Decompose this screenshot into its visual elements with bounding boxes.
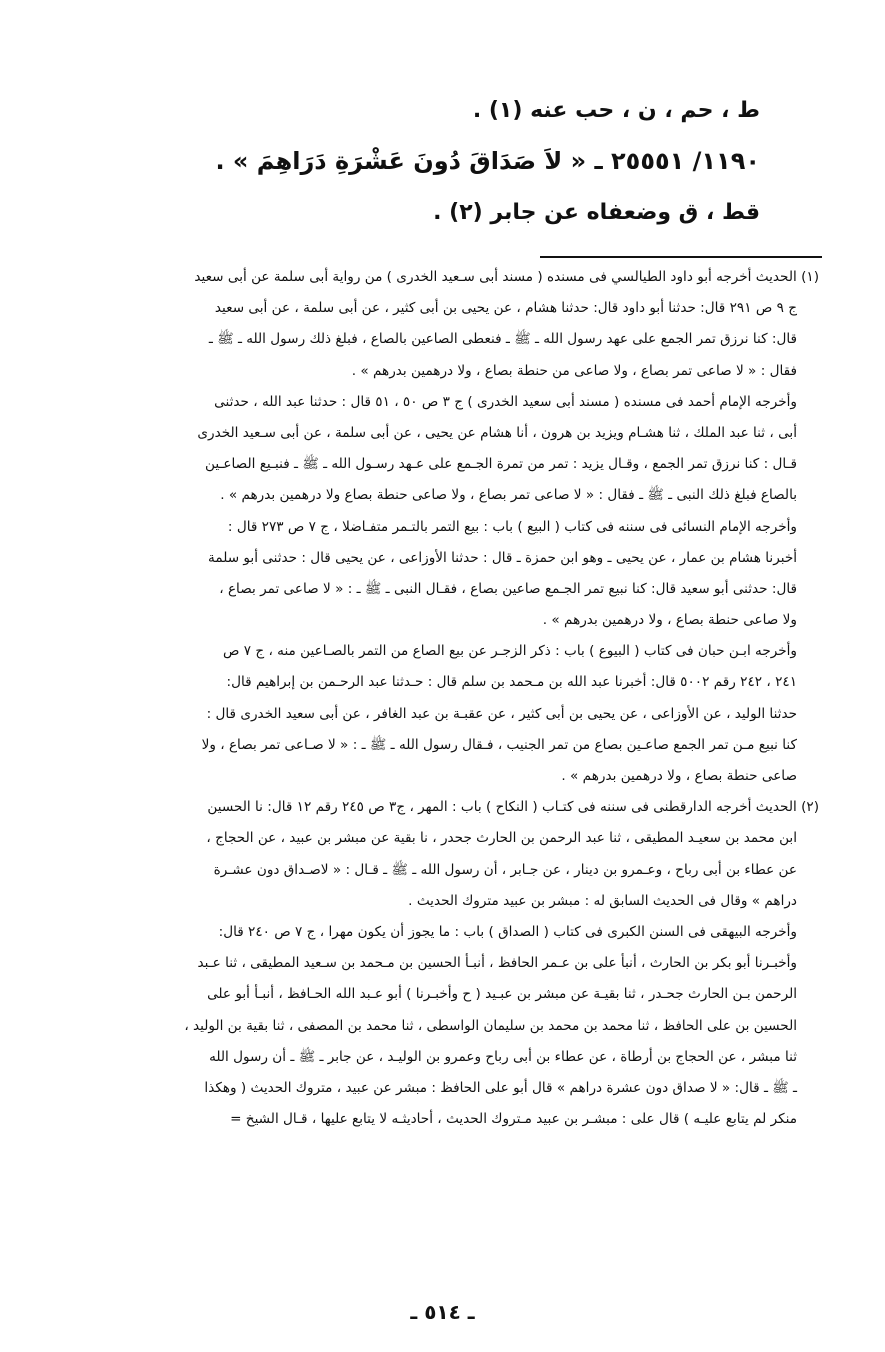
footnote-line: أخبرنا هشام بن عمار ، عن يحيى ـ وهو ابن حمزة ـ قال : حدثنا الأوزاعى ، عن يحيى قال : حدثنى أبو سلمة bbox=[208, 549, 797, 566]
main-line-attribution: قط ، ق وضعفاه عن جابر (٢) . bbox=[433, 200, 760, 225]
footnote-line: دراهم » وقال فى الحديث السابق له : مبشر بن عبيد متروك الحديث . bbox=[408, 892, 797, 909]
main-text-block bbox=[120, 96, 760, 126]
footnote-divider bbox=[540, 256, 822, 258]
footnote-line: وأخبـرنا أبو بكر بن الحارث ، أنبأ على بن عـمر الحافظ ، أنبـأ الحسين بن مـحمد بن سـعيد المطيقى ، ثنا عـبد bbox=[197, 955, 797, 972]
footnote-line: وأخرجه الإمام أحمد فى مسنده ( مسند أبى سعيد الخدرى ) ج ٣ ص ٥٠ ، ٥١ قال : حدثنا عبد الله ، حدثنى bbox=[214, 393, 797, 410]
footnote-line: ثنا مبشر ، عن الحجاج بن أرطاة ، عن عطاء بن أبى رباح وعمرو بن الوليـد ، عن جابر ـ ﷺ ـ أن رسول الله bbox=[209, 1048, 797, 1065]
footnote-line: ولا صاعى حنطة بصاع ، ولا درهمين بدرهم » . bbox=[542, 612, 797, 629]
footnote-line: منكر لم يتابع عليـه ) قال على : مبشـر بن عبيد مـتروك الحديث ، أحاديثـه لا يتابع عليها ، قـال الشيخ = bbox=[230, 1111, 797, 1128]
footnote-line: أبى ، ثنا عبد الملك ، ثنا هشـام ويزيد بن هرون ، أنا هشام عن يحيى ، عن أبى سلمة ، عن أبى سـعيد الخدرى bbox=[197, 424, 797, 441]
footnote-line: (٢) الحديث أخرجه الدارقطنى فى سننه فى كتـاب ( النكاح ) باب : المهر ، ج٣ ص ٢٤٥ رقم ١٢ قال: نا الحسين bbox=[207, 799, 819, 816]
footnote-line: ٢٤١ ، ٢٤٢ رقم ٥٠٠٢ قال: أخبرنا عبد الله بن مـحمد بن سلم قال : حـدثنا عبد الرحـمن بن إبراهيم قال: bbox=[226, 674, 797, 691]
footnote-line: ج ٩ ص ٢٩١ قال: حدثنا أبو داود قال: حدثنا هشام ، عن يحيى بن أبى كثير ، عن أبى سلمة ، عن أبى سعيد bbox=[214, 300, 797, 317]
footnote-line: (١) الحديث أخرجه أبو داود الطيالسي فى مسنده ( مسند أبى سـعيد الخدرى ) من رواية أبى سلمة عن أبى سعيد bbox=[194, 269, 819, 285]
main-text-block-attribution bbox=[120, 198, 760, 228]
footnote-line: وأخرجه الإمام النسائى فى سننه فى كتاب ( البيع ) باب : بيع التمر بالتـمر متفـاضلا ، ج ٧ ص ٢٧٣ قال : bbox=[227, 518, 797, 535]
footnote-line: حدثنا الوليد ، عن الأوزاعى ، عن يحيى بن أبى كثير ، عن عقبـة بن عبد الغافر ، عن أبى سعيد الخدرى قال : bbox=[206, 705, 797, 722]
footnote-line: قال: كنا نرزق تمر الجمع على عهد رسول الله ـ ﷺ ـ فنعطى الصاعين بالصاع ، فبلغ ذلك رسول الله ـ ﷺ ـ bbox=[208, 331, 797, 348]
footnotes-block bbox=[44, 262, 819, 1135]
main-text-block-hadith bbox=[120, 146, 760, 176]
footnote-line: ابن محمد بن سعيـد المطيقى ، ثنا عبد الرحمن بن الحارث جحدر ، نا بقية عن مبشر بن عبيد ، عن الحجاج ، bbox=[206, 830, 797, 847]
footnote-line: عن عطاء بن أبى رباح ، وعـمرو بن دينار ، عن جـابر ، أن رسول الله ـ ﷺ ـ قـال : « لاصـداق دون عشـرة bbox=[213, 861, 797, 878]
footnote-line: بالصاع فبلغ ذلك النبى ـ ﷺ ـ فقال : « لا صاعى تمر بصاع ، ولا صاعى حنطة بصاع ولا درهمين بدرهم » . bbox=[220, 487, 797, 504]
footnote-line: كنا نبيع مـن تمر الجمع صاعـين بصاع من تمر الجنيب ، فـقال رسول الله ـ ﷺ ـ : « لا صـاعى تمر بصاع ، ولا bbox=[201, 736, 797, 753]
footnote-line: وأخرجه ابـن حبان فى كتاب ( البيوع ) باب : ذكر الزجـر عن بيع الصاع من التمر بالصـاعين منه ، ج ٧ ص bbox=[222, 643, 797, 660]
page-number: ـ ٥١٤ ـ bbox=[410, 1300, 475, 1324]
main-line-hadith: ١١٩٠/ ٢٥٥٥١ ـ « لاَ صَدَاقَ دُونَ عَشْرَةِ دَرَاهِمَ » . bbox=[215, 147, 760, 175]
footnote-line: قـال : كنا نرزق تمر الجمع ، وقـال يزيد : تمر من تمرة الجـمع على عـهد رسـول الله ـ ﷺ ـ فنبـيع الصاعـين bbox=[204, 456, 797, 473]
footnote-line: قال: حدثنى أبو سعيد قال: كنا نبيع تمر الجـمع صاعين بصاع ، فقـال النبى ـ ﷺ ـ : « لا صاعى تمر بصاع ، bbox=[219, 580, 797, 597]
footnote-line: فقال : « لا صاعى تمر بصاع ، ولا صاعى من حنطة بصاع ، ولا درهمين بدرهم » . bbox=[351, 362, 797, 379]
footnote-line: الحسين بن على الحافظ ، ثنا محمد بن محمد بن سليمان الواسطى ، ثنا محمد بن المصفى ، ثنا بقية بن الوليد ، bbox=[184, 1017, 797, 1034]
footnote-line: وأخرجه البيهقى فى السنن الكبرى فى كتاب ( الصداق ) باب : ما يجوز أن يكون مهرا ، ج ٧ ص ٢٤٠ قال: bbox=[218, 923, 797, 940]
footnote-line: الرحمن بـن الحارث جحـدر ، ثنا بقيـة عن مبشر بن عبـيد ( ح وأخبـرنا ) أبو عـبد الله الحـافظ ، أنبـأ أبو على bbox=[207, 986, 797, 1003]
footnote-line: ـ ﷺ ـ قال: « لا صداق دون عشرة دراهم » قال أبو على الحافظ : مبشر عن عبيد ، متروك الحديث ( وهكذا bbox=[204, 1079, 797, 1096]
main-line-source-codes: ط ، حم ، ن ، حب عنه (١) . bbox=[472, 98, 760, 123]
footnote-line: صاعى حنطة بصاع ، ولا درهمين بدرهم » . bbox=[561, 768, 797, 784]
